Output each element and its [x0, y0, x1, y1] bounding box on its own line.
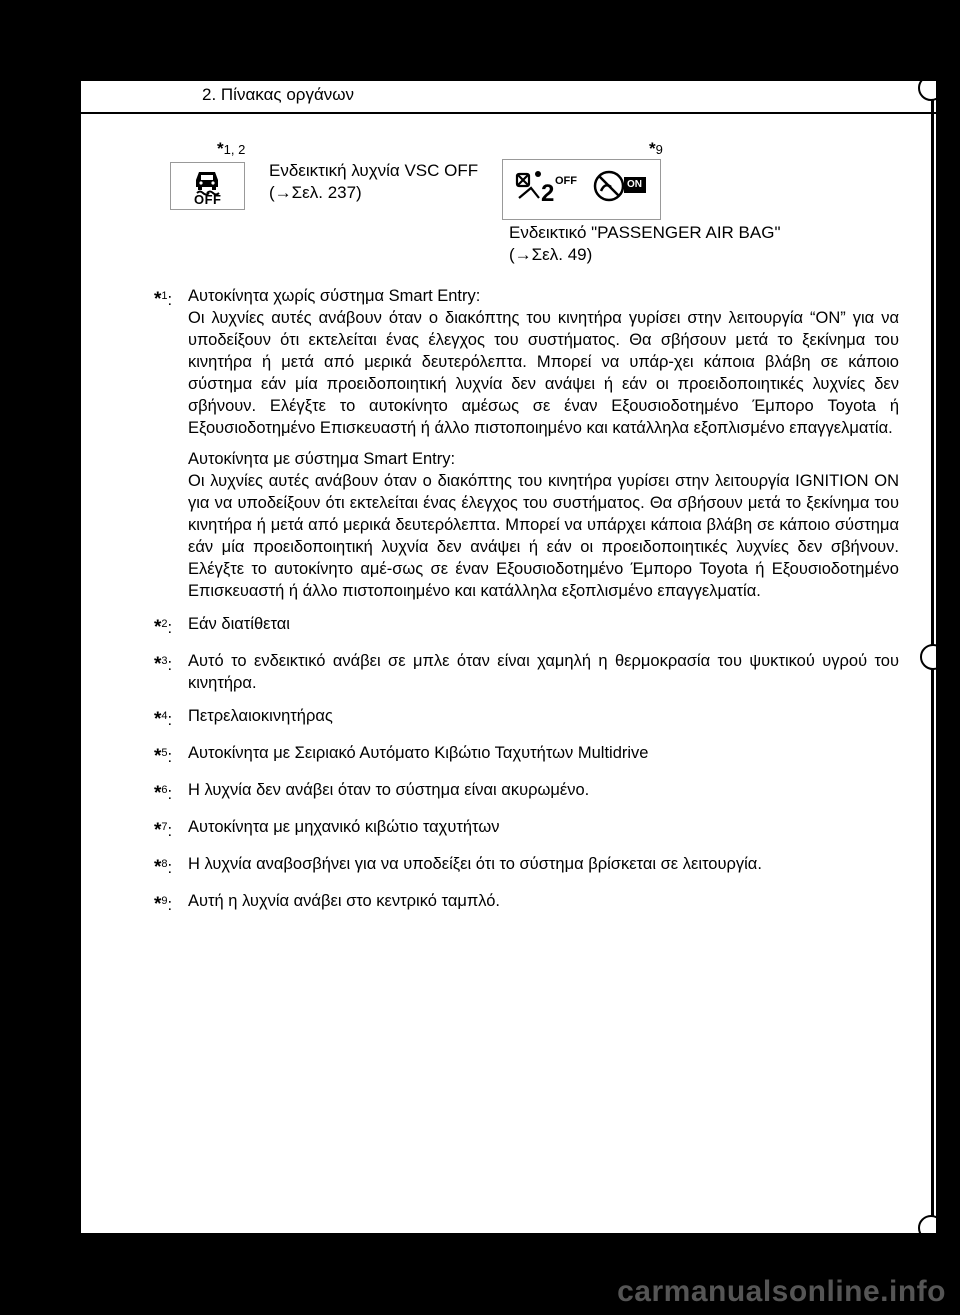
airbag-on-label: ON — [627, 179, 642, 190]
footnote-marker: *$^8$: — [154, 857, 173, 878]
page-reference: (→Σελ. 49) — [509, 245, 593, 264]
footnote-marker: *$^9$: — [154, 894, 173, 915]
manual-page — [81, 81, 936, 1233]
vsc-off-description — [269, 160, 478, 204]
footnote-item — [154, 613, 899, 639]
section-title: 2. Πίνακας οργάνων — [202, 85, 355, 104]
footnote-item — [154, 705, 899, 731]
registration-mark-icon — [918, 1215, 936, 1233]
footnote-item — [154, 779, 899, 805]
footnote-text: Αυτό το ενδεικτικό ανάβει σε μπλε όταν είναι χαμηλή η θερμοκρασία του ψυκτικού υγρού του κινητήρα. — [188, 652, 899, 692]
airbag-off-label: OFF — [555, 175, 577, 187]
passenger-airbag-icon — [502, 159, 661, 220]
page-header — [81, 81, 936, 114]
icon-off-label: OFF — [194, 192, 222, 207]
footnote-item — [154, 285, 899, 602]
page-reference: (→Σελ. 237) — [269, 183, 362, 202]
indicator-label: Ενδεικτικό "PASSENGER AIR BAG" — [509, 223, 781, 242]
site-watermark: carmanualsonline.info — [617, 1275, 946, 1308]
registration-mark-icon — [920, 644, 936, 670]
footnote-text: Αυτή η λυχνία ανάβει στο κεντρικό ταμπλό. — [188, 892, 501, 910]
footnotes-list — [154, 285, 899, 927]
vsc-off-icon — [170, 162, 245, 210]
footnote-item — [154, 890, 899, 916]
footnote-marker: *$^5$: — [154, 746, 173, 767]
footnote-item — [154, 853, 899, 879]
footnote-text: Αυτοκίνητα με μηχανικό κιβώτιο ταχυτήτων — [188, 818, 500, 836]
footnote-ref: *1, 2 — [217, 139, 246, 158]
footnote-text: Αυτοκίνητα με Σειριακό Αυτόματο Κιβώτιο Ταχυτήτων Multidrive — [188, 744, 649, 762]
footnote-text: Αυτοκίνητα χωρίς σύστημα Smart Entry: Οι λυχνίες αυτές ανάβουν όταν ο διακόπτης του κινητήρα γυρίσει στην λειτουργία “ON” για να υποδείξουν ότι εκτελείται ένας έλεγχος του συστήματος. Θα σβήσουν μετά το ξεκίνημα του κινητήρα ή μετά από μερικά δευτερόλεπτα. Μπορεί να υπάρ-χει κάποια βλάβη σε κάποιο σύστημα εάν μία προειδοποιητική λυχνία δεν ανάψει ή εάν οι προειδοποιητικές λυχνίες δεν σβήνουν. Ελέγξτε το αυτοκίνητο αμέσως σε έναν Εξουσιοδοτημένο Έμπορο Toyota ή Εξουσιοδοτημένο Επισκευαστή ή άλλο πιστοποιημένο και κατάλληλα εξοπλισμένο επαγγελματία. Αυτοκίνητα με σύστημα Smart Entry: Οι λυχνίες αυτές ανάβουν όταν ο διακόπτης του κινητήρα γυρίσει στην λειτουργία IGNITION ON για να υποδείξουν ότι εκτελείται ένας έλεγχος του συστήματος. Θα σβήσουν μετά το ξεκίνημα του κινητήρα ή μετά από μερικά δευτερόλεπτα. Μπορεί να υπάρχει κάποια βλάβη σε κάποιο σύστημα εάν μία προειδοποιητική λυχνία δεν ανάψει ή εάν οι προειδοποιητικές λυχνίες δεν σβήνουν. Ελέγξτε το αυτοκίνητο αμέ-σως σε έναν Εξουσιοδοτημένο Έμπορο Toyota ή Εξουσιοδοτημένο Επισκευαστή ή άλλο πιστοποιημένο και κατάλληλα εξοπλισμένο επαγγελματία. — [188, 287, 899, 600]
footnote-text: Η λυχνία αναβοσβήνει για να υποδείξει ότι το σύστημα βρίσκεται σε λειτουργία. — [188, 855, 762, 873]
footnote-item — [154, 650, 899, 694]
footnote-item — [154, 742, 899, 768]
footnote-marker: *$^1$: — [154, 289, 173, 310]
airbag-description — [509, 222, 781, 266]
footnote-text: Η λυχνία δεν ανάβει όταν το σύστημα είναι ακυρωμένο. — [188, 781, 590, 799]
footnote-item — [154, 816, 899, 842]
airbag-seat-digit: 2 — [541, 180, 555, 207]
footnote-marker: *$^7$: — [154, 820, 173, 841]
footnote-text: Πετρελαιοκινητήρας — [188, 707, 333, 725]
footnote-marker: *$^4$: — [154, 709, 173, 730]
footnote-marker: *$^6$: — [154, 783, 173, 804]
footnote-marker: *$^2$: — [154, 617, 173, 638]
footnote-ref: *9 — [649, 139, 663, 158]
indicator-label: Ενδεικτική λυχνία VSC OFF — [269, 161, 479, 180]
footnote-marker: *$^3$: — [154, 654, 173, 675]
footnote-text: Εάν διατίθεται — [188, 615, 290, 633]
